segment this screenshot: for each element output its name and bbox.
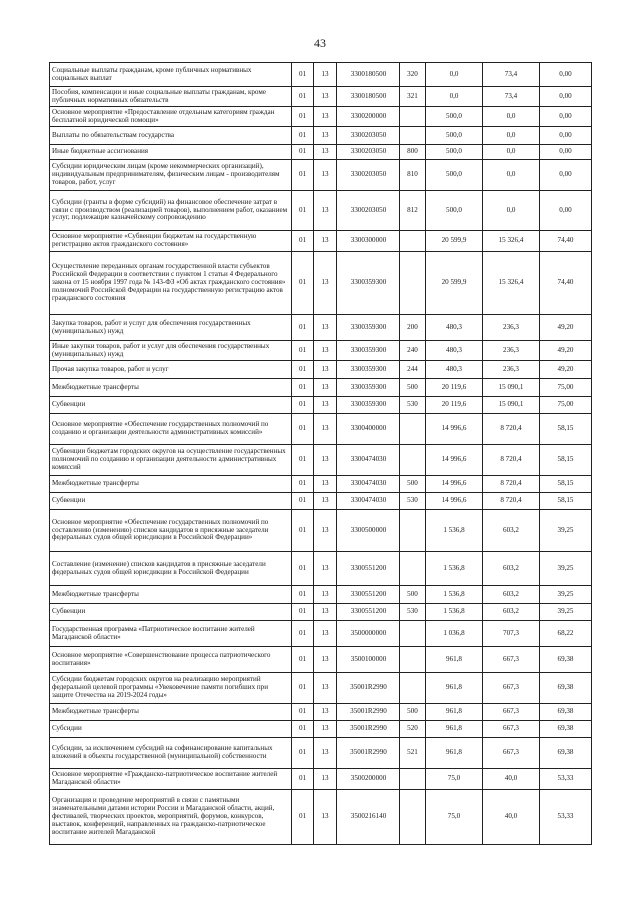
expense-type-code	[400, 769, 426, 790]
expense-type-code: 500	[400, 704, 426, 721]
table-row	[50, 414, 592, 445]
executed-amount: 0,0	[483, 160, 540, 191]
execution-percent: 53,33	[540, 790, 592, 845]
expense-type-code	[400, 790, 426, 845]
executed-amount: 15 090,1	[483, 379, 540, 397]
subsection-code: 13	[314, 445, 337, 476]
section-code: 01	[292, 738, 314, 769]
executed-amount: 40,0	[483, 790, 540, 845]
planned-amount: 961,8	[426, 673, 483, 704]
planned-amount: 20 599,9	[426, 252, 483, 315]
subsection-code: 13	[314, 341, 337, 361]
table-row	[50, 397, 592, 414]
target-article-code: 3500216140	[337, 790, 400, 845]
target-article-code: 3300474030	[337, 476, 400, 493]
execution-percent: 0,00	[540, 107, 592, 127]
expense-type-code	[400, 252, 426, 315]
row-name: Закупка товаров, работ и услуг для обеспечения государственных (муниципальных) нужд	[50, 315, 292, 341]
section-code: 01	[292, 790, 314, 845]
row-name: Межбюджетные трансферты	[50, 586, 292, 604]
target-article-code: 35001R2990	[337, 704, 400, 721]
execution-percent: 0,00	[540, 160, 592, 191]
planned-amount: 500,0	[426, 160, 483, 191]
subsection-code: 13	[314, 493, 337, 510]
executed-amount: 8 720,4	[483, 414, 540, 445]
subsection-code: 13	[314, 621, 337, 647]
expense-type-code: 500	[400, 476, 426, 493]
subsection-code: 13	[314, 738, 337, 769]
table-row	[50, 493, 592, 510]
expense-type-code	[400, 445, 426, 476]
table-row	[50, 673, 592, 704]
executed-amount: 667,3	[483, 721, 540, 738]
execution-percent: 69,38	[540, 721, 592, 738]
section-code: 01	[292, 510, 314, 552]
row-name: Субсидии бюджетам городских округов на реализацию мероприятий федеральной целевой программы «Увековечение памяти погибших при защите Отечества на 2019-2024 годы»	[50, 673, 292, 704]
executed-amount: 15 326,4	[483, 252, 540, 315]
section-code: 01	[292, 231, 314, 252]
execution-percent: 0,00	[540, 145, 592, 160]
planned-amount: 961,8	[426, 721, 483, 738]
section-code: 01	[292, 107, 314, 127]
table-row	[50, 510, 592, 552]
section-code: 01	[292, 586, 314, 604]
section-code: 01	[292, 397, 314, 414]
subsection-code: 13	[314, 252, 337, 315]
expense-type-code	[400, 127, 426, 145]
execution-percent: 74,40	[540, 231, 592, 252]
target-article-code: 3300500000	[337, 510, 400, 552]
table-row	[50, 790, 592, 845]
target-article-code: 3300474030	[337, 445, 400, 476]
section-code: 01	[292, 127, 314, 145]
planned-amount: 961,8	[426, 704, 483, 721]
table-row	[50, 552, 592, 586]
target-article-code: 3500100000	[337, 647, 400, 673]
target-article-code: 3300300000	[337, 231, 400, 252]
planned-amount: 14 996,6	[426, 476, 483, 493]
row-name: Субсидии	[50, 721, 292, 738]
subsection-code: 13	[314, 604, 337, 621]
section-code: 01	[292, 476, 314, 493]
target-article-code: 3300203050	[337, 191, 400, 231]
row-name: Субвенции бюджетам городских округов на осуществление государственных полномочий по созданию и организации деятельности административных комиссий	[50, 445, 292, 476]
subsection-code: 13	[314, 87, 337, 107]
section-code: 01	[292, 621, 314, 647]
row-name: Субвенции	[50, 493, 292, 510]
executed-amount: 707,3	[483, 621, 540, 647]
row-name: Иные бюджетные ассигнования	[50, 145, 292, 160]
target-article-code: 3300180500	[337, 87, 400, 107]
expense-type-code: 500	[400, 379, 426, 397]
table-row	[50, 160, 592, 191]
subsection-code: 13	[314, 769, 337, 790]
table-row	[50, 586, 592, 604]
expense-type-code: 810	[400, 160, 426, 191]
section-code: 01	[292, 493, 314, 510]
subsection-code: 13	[314, 790, 337, 845]
target-article-code: 3300200000	[337, 107, 400, 127]
target-article-code: 3300551200	[337, 552, 400, 586]
table-row	[50, 647, 592, 673]
subsection-code: 13	[314, 315, 337, 341]
execution-percent: 49,20	[540, 341, 592, 361]
executed-amount: 667,3	[483, 738, 540, 769]
row-name: Основное мероприятие «Обеспечение государственных полномочий по составлению (изменению) списков кандидатов в присяжные заседатели федеральных судов общей юрисдикции в Российской Федерации»	[50, 510, 292, 552]
planned-amount: 500,0	[426, 191, 483, 231]
planned-amount: 0,0	[426, 87, 483, 107]
section-code: 01	[292, 704, 314, 721]
planned-amount: 20 119,6	[426, 379, 483, 397]
executed-amount: 667,3	[483, 673, 540, 704]
execution-percent: 49,20	[540, 361, 592, 379]
target-article-code: 3300551200	[337, 604, 400, 621]
executed-amount: 15 090,1	[483, 397, 540, 414]
expense-type-code: 321	[400, 87, 426, 107]
table-row	[50, 127, 592, 145]
section-code: 01	[292, 191, 314, 231]
subsection-code: 13	[314, 361, 337, 379]
subsection-code: 13	[314, 586, 337, 604]
executed-amount: 236,3	[483, 341, 540, 361]
execution-percent: 53,33	[540, 769, 592, 790]
execution-percent: 69,38	[540, 738, 592, 769]
executed-amount: 0,0	[483, 145, 540, 160]
expense-type-code: 240	[400, 341, 426, 361]
expense-type-code	[400, 107, 426, 127]
target-article-code: 3500000000	[337, 621, 400, 647]
executed-amount: 667,3	[483, 647, 540, 673]
subsection-code: 13	[314, 552, 337, 586]
row-name: Иные закупки товаров, работ и услуг для обеспечения государственных (муниципальных) нужд	[50, 341, 292, 361]
executed-amount: 73,4	[483, 87, 540, 107]
subsection-code: 13	[314, 63, 337, 87]
expense-type-code	[400, 510, 426, 552]
row-name: Составление (изменение) списков кандидатов в присяжные заседатели федеральных судов общей юрисдикции в Российской Федерации	[50, 552, 292, 586]
subsection-code: 13	[314, 191, 337, 231]
expense-type-code: 530	[400, 397, 426, 414]
row-name: Субвенции	[50, 397, 292, 414]
section-code: 01	[292, 673, 314, 704]
execution-percent: 58,15	[540, 414, 592, 445]
table-row	[50, 315, 592, 341]
expense-type-code	[400, 414, 426, 445]
planned-amount: 75,0	[426, 790, 483, 845]
executed-amount: 8 720,4	[483, 493, 540, 510]
expense-type-code	[400, 231, 426, 252]
executed-amount: 8 720,4	[483, 445, 540, 476]
executed-amount: 603,2	[483, 604, 540, 621]
target-article-code: 3300359300	[337, 341, 400, 361]
executed-amount: 15 326,4	[483, 231, 540, 252]
executed-amount: 8 720,4	[483, 476, 540, 493]
planned-amount: 75,0	[426, 769, 483, 790]
planned-amount: 20 599,9	[426, 231, 483, 252]
table-row	[50, 87, 592, 107]
row-name: Основное мероприятие «Субвенции бюджетам на государственную регистрацию актов гражданского состояния»	[50, 231, 292, 252]
expense-type-code: 520	[400, 721, 426, 738]
subsection-code: 13	[314, 476, 337, 493]
section-code: 01	[292, 361, 314, 379]
planned-amount: 961,8	[426, 738, 483, 769]
target-article-code: 3300359300	[337, 315, 400, 341]
planned-amount: 14 996,6	[426, 493, 483, 510]
expense-type-code: 521	[400, 738, 426, 769]
table-row	[50, 231, 592, 252]
table-row	[50, 107, 592, 127]
planned-amount: 14 996,6	[426, 414, 483, 445]
expense-type-code: 800	[400, 145, 426, 160]
table-row	[50, 191, 592, 231]
planned-amount: 961,8	[426, 647, 483, 673]
execution-percent: 49,20	[540, 315, 592, 341]
planned-amount: 0,0	[426, 63, 483, 87]
section-code: 01	[292, 647, 314, 673]
execution-percent: 39,25	[540, 510, 592, 552]
planned-amount: 500,0	[426, 127, 483, 145]
subsection-code: 13	[314, 397, 337, 414]
expense-type-code: 244	[400, 361, 426, 379]
section-code: 01	[292, 252, 314, 315]
row-name: Основное мероприятие «Обеспечение государственных полномочий по созданию и организации деятельности административных комиссий»	[50, 414, 292, 445]
section-code: 01	[292, 769, 314, 790]
execution-percent: 39,25	[540, 586, 592, 604]
planned-amount: 480,3	[426, 341, 483, 361]
target-article-code: 3300359300	[337, 361, 400, 379]
planned-amount: 480,3	[426, 361, 483, 379]
row-name: Организация и проведение мероприятий в связи с памятными знаменательными датами истории России и Магаданской области, акций, фестивалей, творческих проектов, мероприятий, форумов, конкурсов, выставок, конференций, направленных на гражданско-патриотическое воспитание жителей Магаданской	[50, 790, 292, 845]
section-code: 01	[292, 414, 314, 445]
executed-amount: 0,0	[483, 191, 540, 231]
row-name: Межбюджетные трансферты	[50, 704, 292, 721]
table-body	[50, 63, 592, 845]
planned-amount: 1 536,8	[426, 510, 483, 552]
target-article-code: 3300359300	[337, 252, 400, 315]
table-row	[50, 721, 592, 738]
execution-percent: 75,00	[540, 379, 592, 397]
section-code: 01	[292, 604, 314, 621]
execution-percent: 75,00	[540, 397, 592, 414]
execution-percent: 68,22	[540, 621, 592, 647]
section-code: 01	[292, 160, 314, 191]
subsection-code: 13	[314, 414, 337, 445]
section-code: 01	[292, 341, 314, 361]
target-article-code: 3300551200	[337, 586, 400, 604]
planned-amount: 500,0	[426, 107, 483, 127]
expense-type-code: 320	[400, 63, 426, 87]
expense-type-code: 812	[400, 191, 426, 231]
row-name: Государственная программа «Патриотическое воспитание жителей Магаданской области»	[50, 621, 292, 647]
section-code: 01	[292, 145, 314, 160]
subsection-code: 13	[314, 231, 337, 252]
row-name: Субсидии, за исключением субсидий на софинансирование капитальных вложений в объекты государственной (муниципальной) собственности	[50, 738, 292, 769]
table-row	[50, 738, 592, 769]
table-row	[50, 361, 592, 379]
row-name: Основное мероприятие «Гражданско-патриотическое воспитание жителей Магаданской области»	[50, 769, 292, 790]
expense-type-code	[400, 552, 426, 586]
subsection-code: 13	[314, 107, 337, 127]
executed-amount: 667,3	[483, 704, 540, 721]
expense-type-code	[400, 673, 426, 704]
expense-type-code	[400, 647, 426, 673]
execution-percent: 58,15	[540, 476, 592, 493]
table-row	[50, 379, 592, 397]
target-article-code: 3300400000	[337, 414, 400, 445]
executed-amount: 603,2	[483, 552, 540, 586]
planned-amount: 14 996,6	[426, 445, 483, 476]
executed-amount: 0,0	[483, 127, 540, 145]
budget-table	[49, 62, 592, 845]
section-code: 01	[292, 445, 314, 476]
section-code: 01	[292, 315, 314, 341]
executed-amount: 73,4	[483, 63, 540, 87]
row-name: Социальные выплаты гражданам, кроме публичных нормативных социальных выплат	[50, 63, 292, 87]
target-article-code: 35001R2990	[337, 673, 400, 704]
row-name: Субсидии юридическим лицам (кроме некоммерческих организаций), индивидуальным предпринимателям, физическим лицам - производителям товаров, работ, услуг	[50, 160, 292, 191]
target-article-code: 3500200000	[337, 769, 400, 790]
section-code: 01	[292, 63, 314, 87]
planned-amount: 1 536,8	[426, 586, 483, 604]
section-code: 01	[292, 87, 314, 107]
subsection-code: 13	[314, 145, 337, 160]
planned-amount: 1 536,8	[426, 604, 483, 621]
section-code: 01	[292, 379, 314, 397]
planned-amount: 500,0	[426, 145, 483, 160]
executed-amount: 40,0	[483, 769, 540, 790]
subsection-code: 13	[314, 704, 337, 721]
target-article-code: 3300203050	[337, 145, 400, 160]
row-name: Межбюджетные трансферты	[50, 476, 292, 493]
table-row	[50, 145, 592, 160]
expense-type-code	[400, 621, 426, 647]
execution-percent: 0,00	[540, 127, 592, 145]
table-row	[50, 445, 592, 476]
page-number: 43	[314, 36, 326, 50]
subsection-code: 13	[314, 647, 337, 673]
executed-amount: 236,3	[483, 361, 540, 379]
execution-percent: 74,40	[540, 252, 592, 315]
subsection-code: 13	[314, 379, 337, 397]
target-article-code: 3300359300	[337, 379, 400, 397]
row-name: Прочая закупка товаров, работ и услуг	[50, 361, 292, 379]
target-article-code: 35001R2990	[337, 738, 400, 769]
section-code: 01	[292, 721, 314, 738]
table-row	[50, 63, 592, 87]
row-name: Выплаты по обязательствам государства	[50, 127, 292, 145]
executed-amount: 0,0	[483, 107, 540, 127]
row-name: Осуществление переданных органам государственной власти субъектов Российской Федерации в соответствии с пунктом 1 статьи 4 Федерального закона от 15 ноября 1997 года № 143-ФЗ «Об актах гражданского состояния» полномочий Российской Федерации на государственную регистрацию актов гражданского состояния	[50, 252, 292, 315]
target-article-code: 3300203050	[337, 160, 400, 191]
table-row	[50, 341, 592, 361]
table-row	[50, 704, 592, 721]
target-article-code: 35001R2990	[337, 721, 400, 738]
target-article-code: 3300474030	[337, 493, 400, 510]
table-row	[50, 604, 592, 621]
row-name: Субсидии (гранты в форме субсидий) на финансовое обеспечение затрат в связи с производством (реализацией товаров), выполнением работ, оказанием услуг, подлежащие казначейскому сопровождению	[50, 191, 292, 231]
execution-percent: 58,15	[540, 493, 592, 510]
execution-percent: 39,25	[540, 604, 592, 621]
execution-percent: 0,00	[540, 63, 592, 87]
row-name: Пособия, компенсации и иные социальные выплаты гражданам, кроме публичных нормативных обязательств	[50, 87, 292, 107]
execution-percent: 69,38	[540, 704, 592, 721]
expense-type-code: 530	[400, 604, 426, 621]
execution-percent: 0,00	[540, 191, 592, 231]
executed-amount: 603,2	[483, 510, 540, 552]
table-row	[50, 769, 592, 790]
subsection-code: 13	[314, 510, 337, 552]
executed-amount: 236,3	[483, 315, 540, 341]
row-name: Основное мероприятие «Совершенствование процесса патриотического воспитания»	[50, 647, 292, 673]
subsection-code: 13	[314, 127, 337, 145]
execution-percent: 58,15	[540, 445, 592, 476]
execution-percent: 69,38	[540, 647, 592, 673]
planned-amount: 20 119,6	[426, 397, 483, 414]
subsection-code: 13	[314, 673, 337, 704]
expense-type-code: 200	[400, 315, 426, 341]
execution-percent: 69,38	[540, 673, 592, 704]
planned-amount: 1 036,8	[426, 621, 483, 647]
row-name: Основное мероприятие «Предоставление отдельным категориям граждан бесплатной юридической помощи»	[50, 107, 292, 127]
executed-amount: 603,2	[483, 586, 540, 604]
table-row	[50, 621, 592, 647]
execution-percent: 39,25	[540, 552, 592, 586]
expense-type-code: 530	[400, 493, 426, 510]
table-row	[50, 476, 592, 493]
subsection-code: 13	[314, 160, 337, 191]
planned-amount: 1 536,8	[426, 552, 483, 586]
execution-percent: 0,00	[540, 87, 592, 107]
table-row	[50, 252, 592, 315]
expense-type-code: 500	[400, 586, 426, 604]
target-article-code: 3300180500	[337, 63, 400, 87]
target-article-code: 3300203050	[337, 127, 400, 145]
section-code: 01	[292, 552, 314, 586]
row-name: Межбюджетные трансферты	[50, 379, 292, 397]
planned-amount: 480,3	[426, 315, 483, 341]
target-article-code: 3300359300	[337, 397, 400, 414]
row-name: Субвенции	[50, 604, 292, 621]
subsection-code: 13	[314, 721, 337, 738]
